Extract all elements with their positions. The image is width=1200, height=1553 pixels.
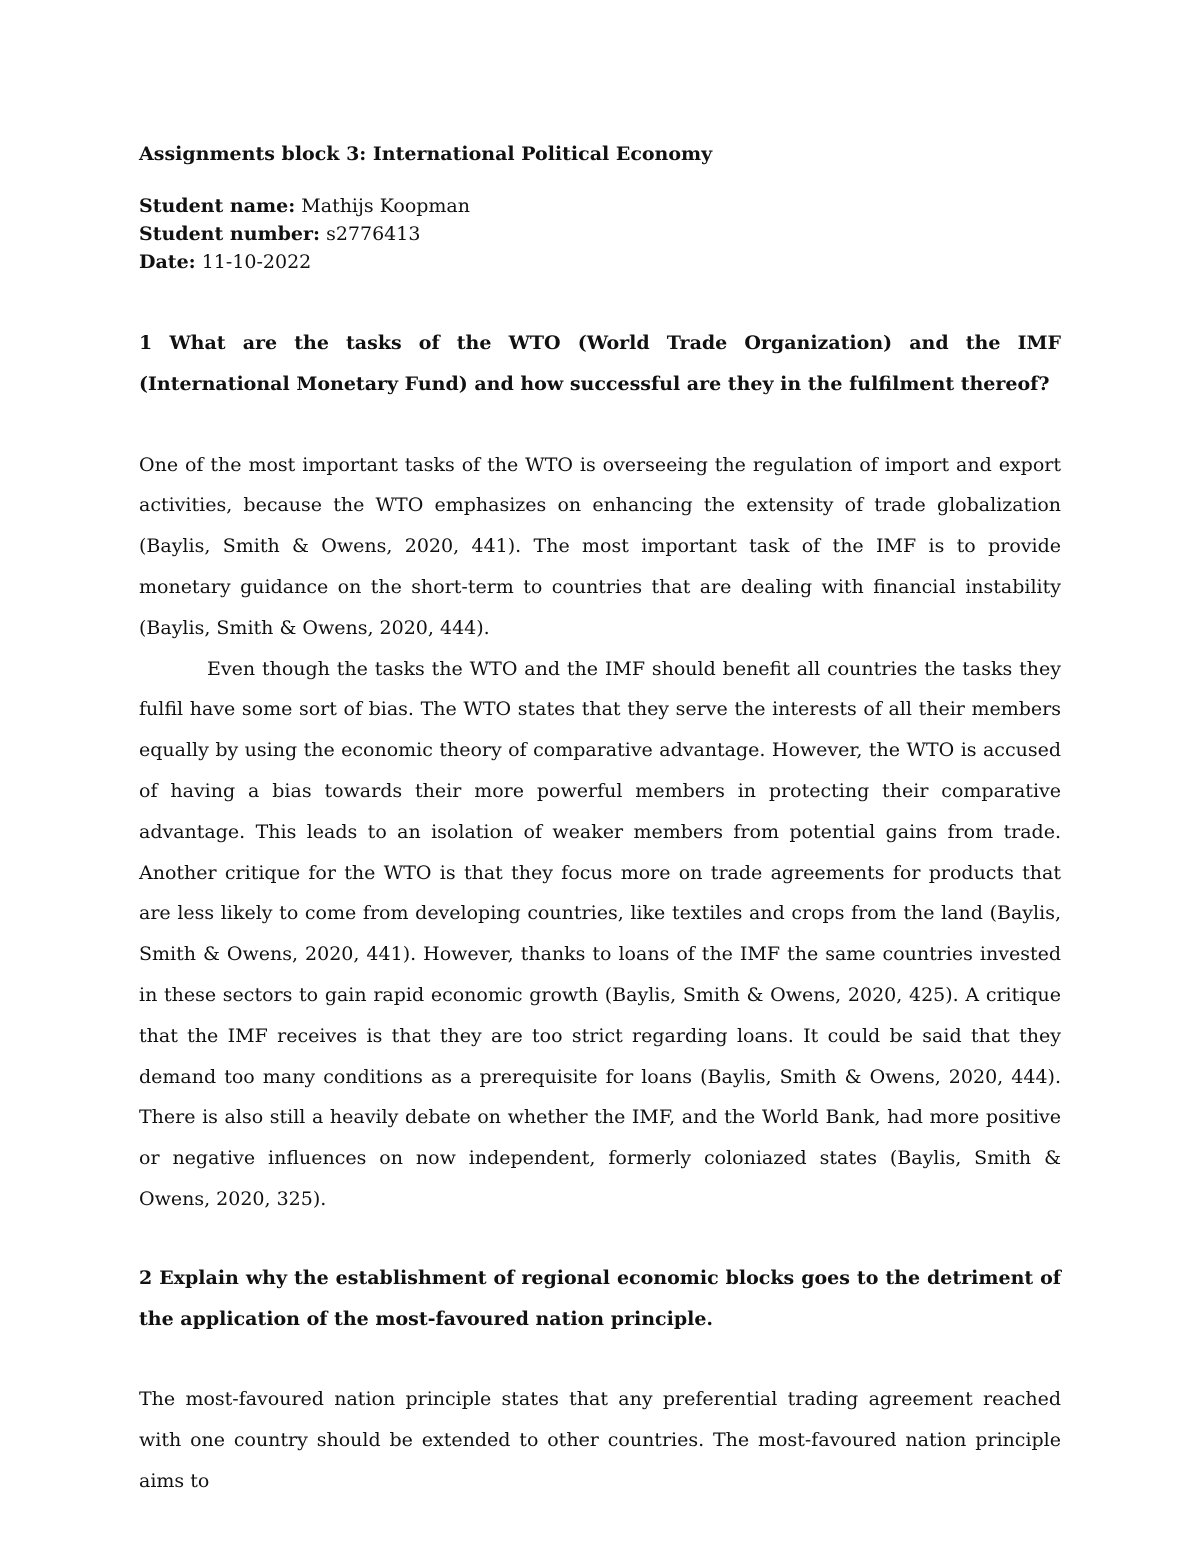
- question-1-heading: 1 What are the tasks of the WTO (World Trade Organization) and the IMF (International Monetary Fund) and how successful are they in the fulfilment thereof?: [139, 332, 1061, 395]
- student-number-row: [139, 220, 1061, 248]
- question-1-paragraph-1: One of the most important tasks of the WTO is overseeing the regulation of import and export activities, because the WTO emphasizes on enhancing the extensity of trade globalization (Baylis, Smith & Owens, 2020, 441). The most important task of the IMF is to provide monetary guidance on the short-term to countries that are dealing with financial instability (Baylis, Smith & Owens, 2020, 444).: [139, 453, 1061, 639]
- student-name-value: Mathijs Koopman: [301, 195, 470, 217]
- student-number-value: s2776413: [326, 223, 421, 245]
- question-2-paragraph-1: The most-favoured nation principle states that any preferential trading agreement reached with one country should be extended to other countries. The most-favoured nation principle aims to: [139, 1388, 1061, 1492]
- student-number-label: Student number:: [139, 223, 321, 245]
- question-2-heading: 2 Explain why the establishment of regional economic blocks goes to the detriment of the application of the most-favoured nation principle.: [139, 1266, 1061, 1330]
- document-page: [139, 140, 1061, 1502]
- date-row: [139, 248, 1061, 276]
- question-1-paragraph-2: Even though the tasks the WTO and the IMF should benefit all countries the tasks they fulfil have some sort of bias. The WTO states that they serve the interests of all their members equally by using the economic theory of comparative advantage. However, the WTO is accused of having a bias towards their more powerful members in protecting their comparative advantage. This leads to an isolation of weaker members from potential gains from trade. Another critique for the WTO is that they focus more on trade agreements for products that are less likely to come from developing countries, like textiles and crops from the land (Baylis, Smith & Owens, 2020, 441). However, thanks to loans of the IMF the same countries invested in these sectors to gain rapid economic growth (Baylis, Smith & Owens, 2020, 425). A critique that the IMF receives is that they are too strict regarding loans. It could be said that they demand too many conditions as a prerequisite for loans (Baylis, Smith & Owens, 2020, 444). There is also still a heavily debate on whether the IMF, and the World Bank, had more positive or negative influences on now independent, formerly coloniazed states (Baylis, Smith & Owens, 2020, 325).: [139, 657, 1061, 1210]
- document-title: Assignments block 3: International Political Economy: [139, 143, 713, 165]
- date-label: Date:: [139, 251, 196, 273]
- student-name-label: Student name:: [139, 195, 296, 217]
- student-info: [139, 192, 1061, 276]
- student-name-row: [139, 192, 1061, 220]
- date-value: 11-10-2022: [201, 251, 312, 273]
